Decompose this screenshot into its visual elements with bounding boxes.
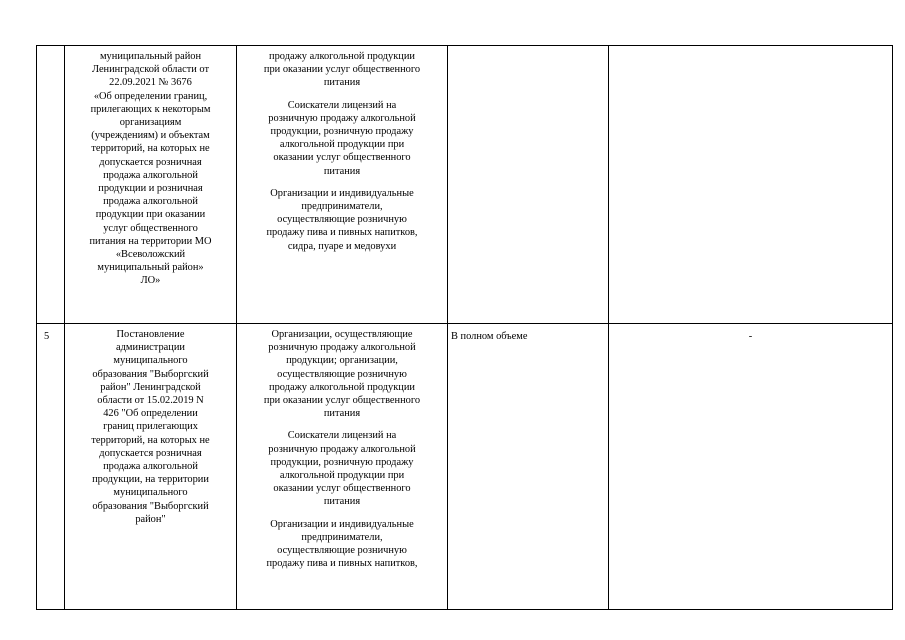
subject-paragraph: [239, 99, 445, 178]
subject-paragraph: [239, 429, 445, 508]
normative-act-cell: [65, 46, 237, 324]
act-text-line: области от 15.02.2019 N: [97, 395, 204, 407]
regulation-table: [36, 45, 893, 610]
subject-text-line: продукции, розничную продажу: [270, 456, 414, 468]
act-text-line: услуг общественного: [103, 222, 198, 234]
subjects-cell: [237, 46, 448, 324]
act-text-line: Постановление: [116, 329, 185, 340]
table-row: [37, 46, 893, 324]
subject-paragraph: [239, 187, 445, 253]
subject-text-line: продажу пива и пивных напитков,: [266, 227, 418, 239]
act-text-line: продукции, на территории: [92, 474, 209, 486]
subject-text-line: Организации, осуществляющие: [271, 329, 413, 340]
act-text-line: Ленинградской области от: [91, 64, 210, 76]
note-cell: [609, 46, 893, 324]
subject-text-line: оказании услуг общественного: [273, 483, 411, 495]
act-text-line: границ прилегающих: [103, 421, 198, 433]
subject-text-line: алкогольной продукции при: [279, 139, 405, 151]
act-text-line: 426 "Об определении: [103, 408, 198, 420]
act-text-line: ЛО»: [140, 275, 161, 287]
act-text-line: муниципального: [113, 355, 188, 367]
subject-text-line: питания: [323, 408, 361, 420]
act-text-line: администрации: [116, 342, 185, 354]
row-number-cell: 5: [37, 324, 65, 610]
subjects-cell: [237, 324, 448, 610]
subject-text-line: сидра, пуаре и медовухи: [287, 240, 397, 252]
subject-text-line: Организации и индивидуальные: [270, 187, 414, 199]
subject-text-line: предприниматели,: [301, 531, 383, 543]
subject-text-line: продажу алкогольной продукции: [269, 381, 415, 393]
subject-text-line: предприниматели,: [301, 201, 383, 213]
subject-paragraph: [239, 518, 445, 571]
subject-text-line: алкогольной продукции при: [279, 470, 405, 482]
subject-text-line: продажу алкогольной продукции: [269, 51, 415, 62]
act-text-line: «Об определении границ,: [93, 90, 208, 102]
act-text-line: продажа алкогольной: [103, 196, 198, 208]
act-text-line: образования "Выборгский: [92, 500, 209, 512]
subject-text-line: Соискатели лицензий на: [287, 99, 397, 111]
subject-text-line: питания: [323, 77, 361, 89]
act-text-line: продажа алкогольной: [103, 169, 198, 181]
subject-text-line: розничную продажу алкогольной: [268, 342, 416, 354]
act-text-line: образования "Выборгский: [92, 368, 209, 380]
act-text-line: район" Ленинградской: [100, 381, 201, 393]
table-row: [37, 324, 893, 610]
act-text-line: муниципального: [113, 487, 188, 499]
act-text-line: прилегающих к некоторым: [90, 103, 211, 115]
applicability-cell: В полном объеме: [448, 324, 609, 610]
subject-text-line: оказании услуг общественного: [273, 152, 411, 164]
subject-text-line: розничную продажу алкогольной: [268, 443, 416, 455]
subject-text-line: продажу пива и пивных напитков,: [266, 558, 418, 570]
act-text-line: продукции при оказании: [95, 209, 206, 221]
normative-act-cell: [65, 324, 237, 610]
act-text-line: район": [135, 513, 166, 525]
act-text-line: (учреждениям) и объектам: [91, 130, 210, 142]
act-text-line: допускается розничная: [99, 156, 202, 168]
act-text-line: 22.09.2021 № 3676: [109, 77, 192, 89]
subject-text-line: при оказании услуг общественного: [263, 395, 421, 407]
act-text-line: организациям: [119, 117, 182, 129]
act-text-line: «Всеволожский: [115, 249, 186, 261]
subject-text-line: осуществляющие розничную: [277, 214, 407, 226]
act-text-line: территорий, на которых не: [91, 434, 210, 446]
act-text-line: продукции и розничная: [98, 183, 203, 195]
act-text-line: допускается розничная: [99, 447, 202, 459]
subject-text-line: продукции, розничную продажу: [270, 126, 414, 138]
subject-text-line: при оказании услуг общественного: [263, 64, 421, 76]
subject-text-line: Организации и индивидуальные: [270, 518, 414, 530]
row-number-cell: [37, 46, 65, 324]
act-text-line: муниципальный район»: [97, 262, 204, 274]
subject-text-line: питания: [323, 496, 361, 508]
act-text-line: питания на территории МО: [89, 235, 212, 247]
subject-paragraph: [239, 328, 445, 420]
note-cell: -: [609, 324, 893, 610]
subject-text-line: осуществляющие розничную: [277, 545, 407, 557]
act-text-line: территорий, на которых не: [91, 143, 210, 155]
subject-text-line: питания: [323, 165, 361, 177]
subject-text-line: осуществляющие розничную: [277, 368, 407, 380]
subject-paragraph: [239, 50, 445, 90]
act-text-line: продажа алкогольной: [103, 461, 198, 473]
subject-text-line: продукции; организации,: [286, 355, 398, 367]
subject-text-line: Соискатели лицензий на: [287, 430, 397, 442]
act-text-line: муниципальный район: [99, 51, 202, 62]
applicability-cell: [448, 46, 609, 324]
subject-text-line: розничную продажу алкогольной: [268, 112, 416, 124]
